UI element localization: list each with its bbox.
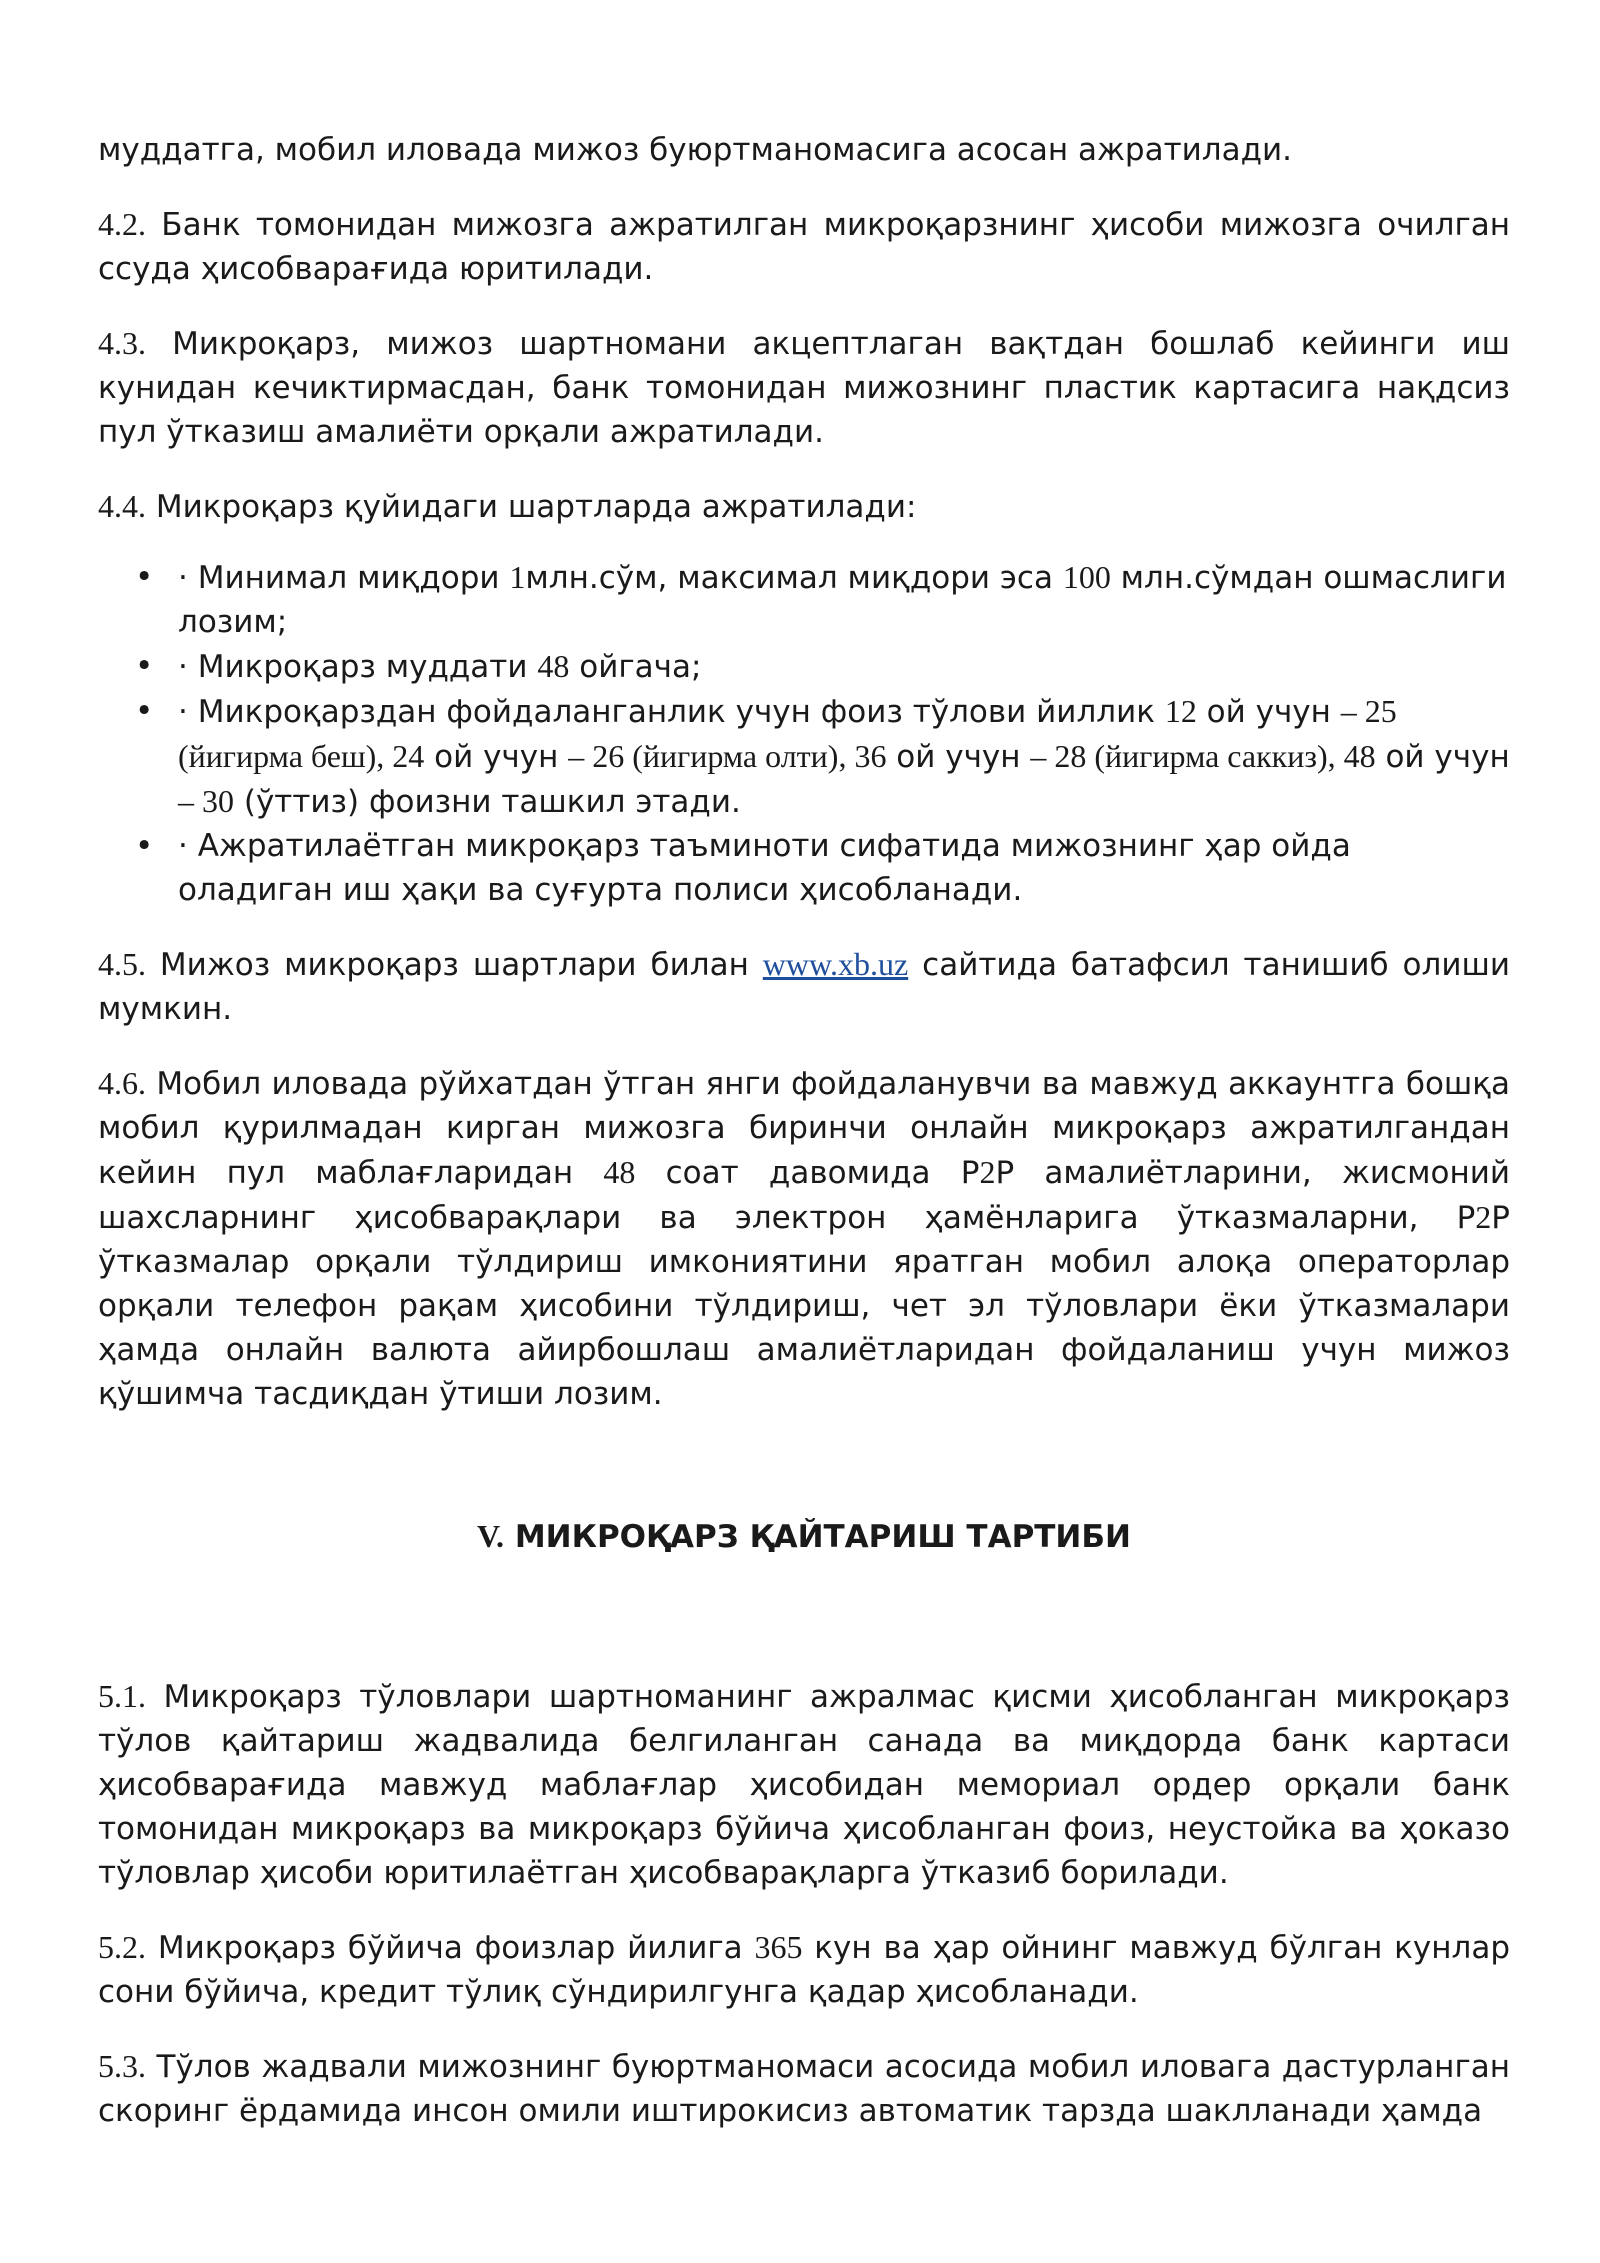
number: – 28 xyxy=(1030,738,1087,774)
clause-text: Тўлов жадвали мижознинг буюртманомаси асосида мобил иловага дастурланган скоринг ёрдамида инсон омили иштирокисиз автоматик тарзда шаклланади ҳамда xyxy=(98,2049,1510,2129)
text: ой учун xyxy=(1375,739,1510,775)
clause-number: 5.2. xyxy=(98,1929,146,1965)
clause-text: Микроқарз қуйидаги шартларда ажратилади: xyxy=(146,489,917,525)
clause-text: Микроқарз, мижоз шартномани акцептлаган вақтдан бошлаб кейинги иш кунидан кечиктирмасдан, банк томонидан мижознинг пластик картасига нақдсиз пул ўтказиш амалиёти орқали ажратилади. xyxy=(98,326,1510,450)
text: ой учун xyxy=(1196,694,1341,730)
text: (йигирма олти), xyxy=(624,738,855,774)
clause-number: 4.5. xyxy=(98,946,146,982)
paragraph-4-2 xyxy=(98,202,1510,291)
section-heading xyxy=(98,1514,1510,1559)
clause-text: сайтида батафсил танишиб олиши мумкин. xyxy=(98,947,1510,1027)
clause-text: соат давомида P xyxy=(635,1155,980,1191)
clause-number: 4.4. xyxy=(98,488,146,524)
text: (йигирма саккиз), xyxy=(1086,738,1344,774)
website-link[interactable]: www.xb.uz xyxy=(762,946,909,982)
number: – 30 xyxy=(178,783,234,819)
number: 12 xyxy=(1164,693,1197,729)
text: ой учун xyxy=(886,739,1031,775)
list-item-term xyxy=(178,644,1510,689)
list-item-collateral xyxy=(178,824,1510,912)
paragraph-4-6 xyxy=(98,1061,1510,1416)
number: 1 xyxy=(509,559,526,595)
clause-number: 5.3. xyxy=(98,2048,146,2084)
text: · Ажратилаётган микроқарз таъминоти сифатида мижознинг ҳар ойда оладиган иш ҳақи ва суғурта полиси ҳисобланади. xyxy=(178,828,1351,908)
section-title: МИКРОҚАРЗ ҚАЙТАРИШ ТАРТИБИ xyxy=(504,1519,1131,1555)
number: 48 xyxy=(603,1154,636,1190)
paragraph-5-1 xyxy=(98,1674,1510,1895)
number: 24 xyxy=(392,738,425,774)
clause-text: Мобил иловада рўйхатдан ўтган янги фойдаланувчи ва мавжуд аккаунтга бошқа мобил қурилмадан кирган мижозга биринчи онлайн микроқарз ажратилгандан кейин пул маблағларидан xyxy=(98,1066,1510,1191)
text: (ўттиз) фоизни ташкил этади. xyxy=(234,784,741,820)
paragraph-4-4 xyxy=(98,484,1510,529)
paragraph-5-3 xyxy=(98,2044,1510,2133)
list-item-min-max-amount xyxy=(178,555,1510,644)
paragraph-5-2 xyxy=(98,1925,1510,2014)
clause-text: Микроқарз тўловлари шартноманинг ажралмас қисми ҳисобланган микроқарз тўлов қайтариш жадвалида белгиланган санада ва миқдорда банк картаси ҳисобварағида мавжуд маблағлар ҳисобидан мемориал ордер орқали банк томонидан микроқарз ва микроқарз бўйича ҳисобланган фоиз, неустойка ва ҳоказо тўловлар ҳисоби юритилаётган ҳисобварақларга ўтказиб борилади. xyxy=(98,1679,1510,1891)
conditions-list xyxy=(98,555,1510,912)
clause-number: 5.1. xyxy=(98,1678,146,1714)
clause-text: P ўтказмалар орқали тўлдириш имкониятини яратган мобил алоқа операторлар орқали телефон рақам ҳисобини тўлдириш, чет эл тўловлари ёки ўтказмалари ҳамда онлайн валюта айирбошлаш амалиётларидан фойдаланиш учун мижоз қўшимча тасдиқдан ўтиши лозим. xyxy=(98,1200,1510,1412)
document-page xyxy=(98,128,1510,2163)
number: – 25 xyxy=(1340,693,1397,729)
paragraph-4-1-continuation: муддатга, мобил иловада мижоз буюртманомасига асосан ажратилади. xyxy=(98,132,1293,168)
paragraph-4-3 xyxy=(98,321,1510,454)
clause-number: 4.6. xyxy=(98,1065,146,1101)
clause-text: Мижоз микроқарз шартлари билан xyxy=(146,947,763,983)
section-number: V. xyxy=(477,1518,505,1554)
text: ойгача; xyxy=(569,649,702,685)
number: 2 xyxy=(979,1154,996,1190)
text: ой учун xyxy=(424,739,569,775)
clause-text: Микроқарз бўйича фоизлар йилига xyxy=(146,1930,755,1966)
text: (йигирма беш), xyxy=(178,738,393,774)
clause-text: P амалиётларини, жисмоний шахсларнинг ҳисобварақлари ва электрон ҳамёнларига ўтказмаларни, P xyxy=(98,1155,1511,1236)
clause-text: кун ва ҳар ойнинг мавжуд бўлган кунлар сони бўйича, кредит тўлиқ сўндирилгунга қадар ҳисобланади. xyxy=(98,1930,1510,2010)
clause-number: 4.2. xyxy=(98,206,146,242)
text: · Минимал миқдори xyxy=(178,560,510,596)
text: млн.сўмдан ошмаслиги лозим; xyxy=(178,560,1507,640)
clause-text: Банк томонидан мижозга ажратилган микроқарзнинг ҳисоби мижозга очилган ссуда ҳисобварағида юритилади. xyxy=(98,207,1510,287)
number: – 26 xyxy=(568,738,625,774)
number: 36 xyxy=(854,738,887,774)
clause-number: 4.3. xyxy=(98,325,146,361)
number: 2 xyxy=(1475,1199,1492,1235)
paragraph-4-5 xyxy=(98,942,1510,1031)
text: · Микроқарздан фойдаланганлик учун фоиз тўлови йиллик xyxy=(178,694,1165,730)
number: 48 xyxy=(1343,738,1376,774)
list-item-interest-rates xyxy=(178,689,1510,824)
text: · Микроқарз муддати xyxy=(178,649,538,685)
text: млн.сўм, максимал миқдори эса xyxy=(525,560,1063,596)
number: 365 xyxy=(754,1929,803,1965)
number: 100 xyxy=(1062,559,1111,595)
number: 48 xyxy=(537,648,570,684)
